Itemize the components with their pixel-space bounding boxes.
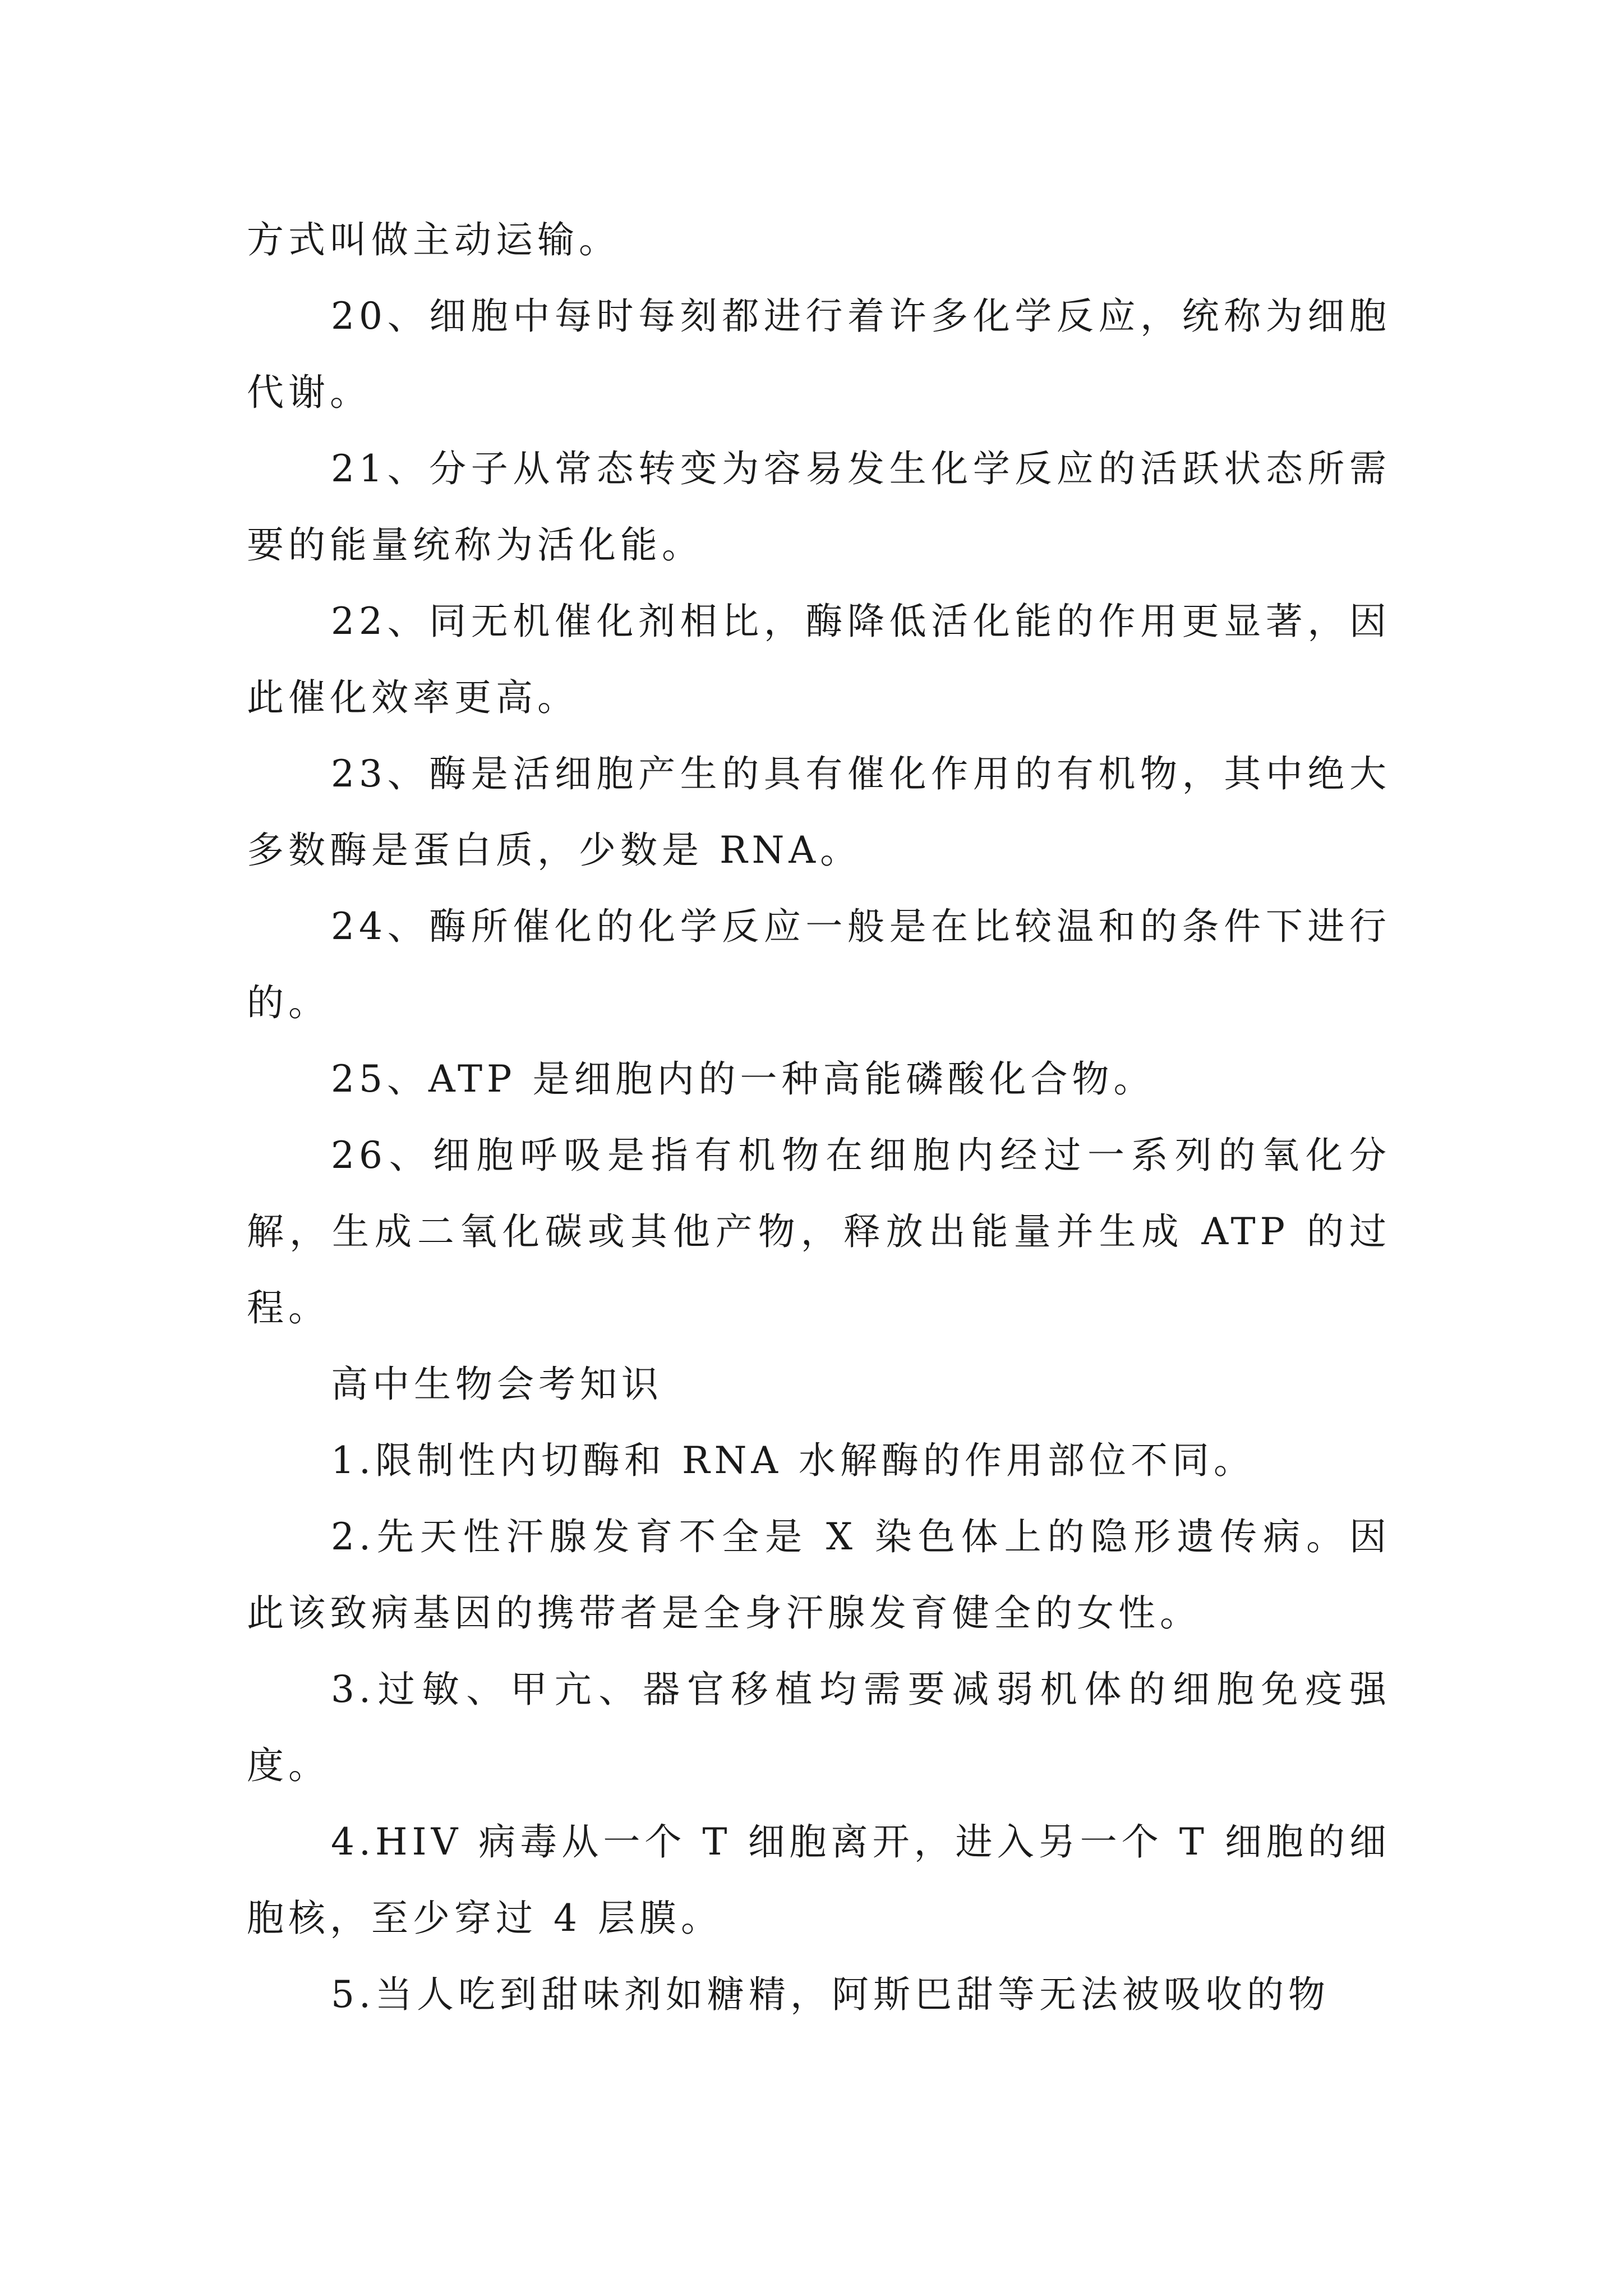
paragraph-item-24: 24、酶所催化的化学反应一般是在比较温和的条件下进行的。 [247,905,1391,1024]
paragraph-item-21: 21、分子从常态转变为容易发生化学反应的活跃状态所需要的能量统称为活化能。 [247,447,1391,567]
section-heading: 高中生物会考知识 [331,1363,663,1406]
knowledge-item-5: 5.当人吃到甜味剂如糖精，阿斯巴甜等无法被吸收的物 [331,1973,1330,2016]
knowledge-item-1: 1.限制性内切酶和 RNA 水解酶的作用部位不同。 [331,1439,1256,1482]
document-body [247,202,1391,2033]
knowledge-item-3: 3.过敏、甲亢、器官移植均需要减弱机体的细胞免疫强度。 [247,1668,1391,1787]
paragraph-item-23: 23、酶是活细胞产生的具有催化作用的有机物，其中绝大多数酶是蛋白质，少数是 RNA。 [247,752,1391,872]
paragraph-item-20: 20、细胞中每时每刻都进行着许多化学反应，统称为细胞代谢。 [247,295,1391,414]
paragraph-item-25: 25、ATP 是细胞内的一种高能磷酸化合物。 [331,1057,1155,1101]
paragraph-item-26: 26、细胞呼吸是指有机物在细胞内经过一系列的氧化分解，生成二氧化碳或其他产物，释放出能量并生成 ATP 的过程。 [247,1134,1391,1329]
paragraph-continuation: 方式叫做主动运输。 [247,218,620,261]
paragraph-item-22: 22、同无机催化剂相比，酶降低活化能的作用更显著，因此催化效率更高。 [247,600,1391,719]
knowledge-item-4: 4.HIV 病毒从一个 T 细胞离开，进入另一个 T 细胞的细胞核，至少穿过 4 层膜。 [247,1820,1391,1940]
knowledge-item-2: 2.先天性汗腺发育不全是 X 染色体上的隐形遗传病。因此该致病基因的携带者是全身汗腺发育健全的女性。 [247,1515,1391,1635]
